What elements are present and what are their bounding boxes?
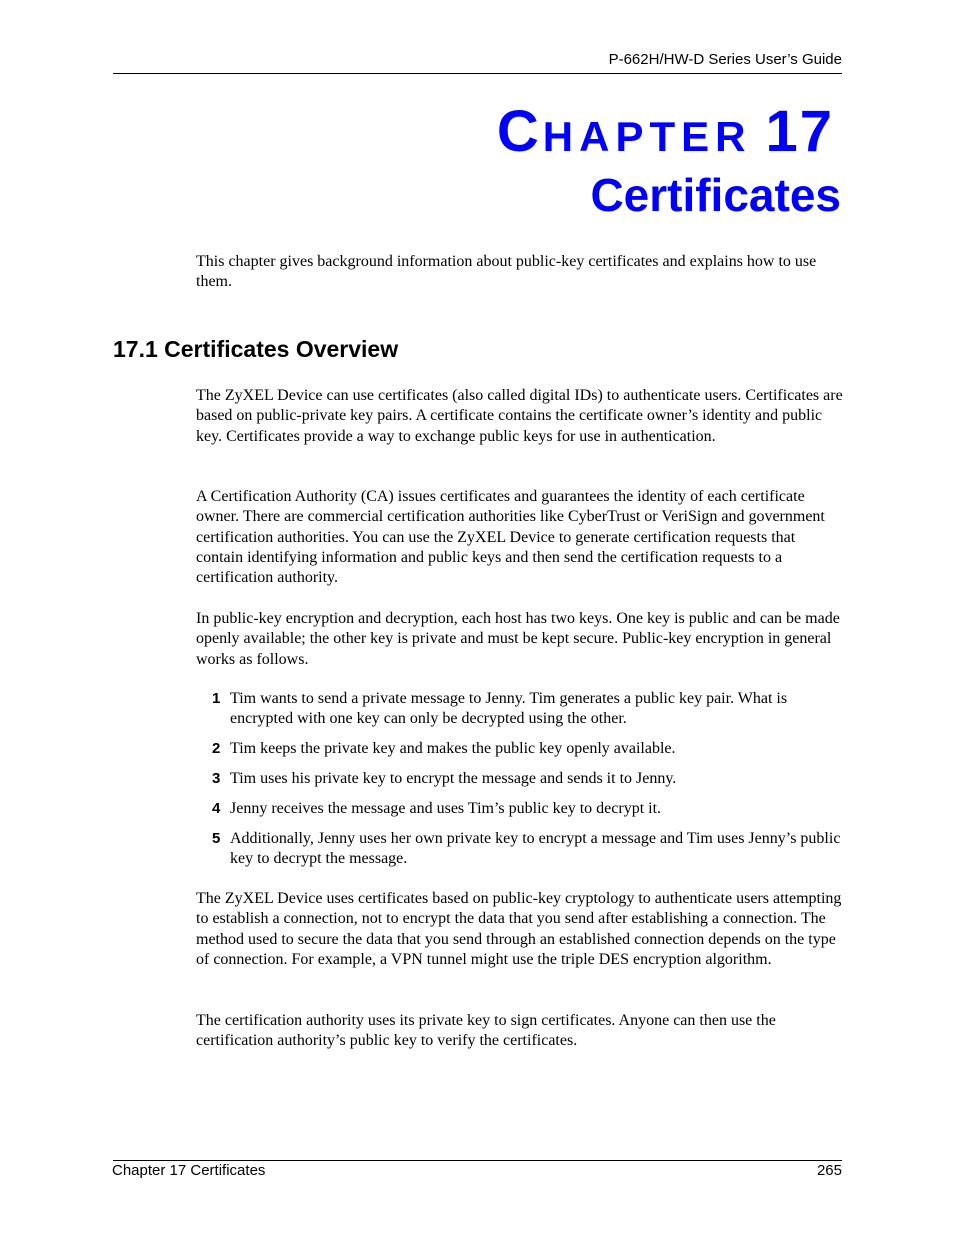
running-header: P-662H/HW-D Series User’s Guide [608,51,842,68]
list-item-number: 4 [212,799,221,817]
chapter-label-initial: C [496,99,543,164]
list-item-text: Additionally, Jenny uses her own private key to encrypt a message and Tim uses Jenny’s public key to decrypt the message. [230,829,841,868]
chapter-number: 17 [765,99,834,164]
list-item-text: Jenny receives the message and uses Tim’s public key to decrypt it. [230,799,662,817]
list-item-number: 1 [212,690,221,707]
body-paragraph: In public-key encryption and decryption, each host has two keys. One key is public and can be made openly available; the other key is private and must be kept secure. Public-key encryption in general works as follows. [196,610,840,668]
list-item [212,739,846,759]
list-item [212,769,846,789]
header-rule [113,73,842,74]
intro-paragraph: This chapter gives background information about public-key certificates and explains how to use them. [196,253,817,291]
chapter-label-rest: HAPTER [542,113,752,160]
list-item [212,829,846,870]
steps-list [212,689,846,879]
list-item-text: Tim uses his private key to encrypt the message and sends it to Jenny. [230,770,677,788]
section-heading: 17.1 Certificates Overview [113,336,399,362]
list-item [212,799,846,819]
body-paragraph: The ZyXEL Device uses certificates based on public-key cryptology to authenticate users attempting to establish a connection, not to encrypt the data that you send after establishing a connection. The method used to secure the data that you send through an established connection depends on the type of connection. For example, a VPN tunnel might use the triple DES encryption algorithm. [196,890,842,968]
body-paragraph: A Certification Authority (CA) issues certificates and guarantees the identity of each certificate owner. There are commercial certification authorities like CyberTrust or VeriSign and government certification authorities. You can use the ZyXEL Device to generate certification requests that contain identifying information and public keys and then send the certification requests to a certification authority. [196,488,825,587]
body-paragraph: The ZyXEL Device can use certificates (also called digital IDs) to authenticate users. Certificates are based on public-private key pairs. A certificate contains the certificate owner’s identity and public key. Certificates provide a way to exchange public keys for use in authentication. [196,387,843,445]
page-number: 265 [816,1162,842,1179]
list-item-number: 3 [212,770,221,788]
list-item-number: 5 [212,829,221,847]
body-paragraph: The certification authority uses its private key to sign certificates. Anyone can then use the certification authority’s public key to verify the certificates. [196,1012,776,1050]
list-item-text: Tim wants to send a private message to Jenny. Tim generates a public key pair. What is encrypted with one key can only be decrypted using the other. [230,690,788,728]
footer-chapter-ref: Chapter 17 Certificates [112,1162,266,1179]
list-item [212,689,846,730]
list-item-text: Tim keeps the private key and makes the public key openly available. [230,740,676,758]
list-item-number: 2 [212,740,221,758]
chapter-title: Certificates [590,169,841,221]
